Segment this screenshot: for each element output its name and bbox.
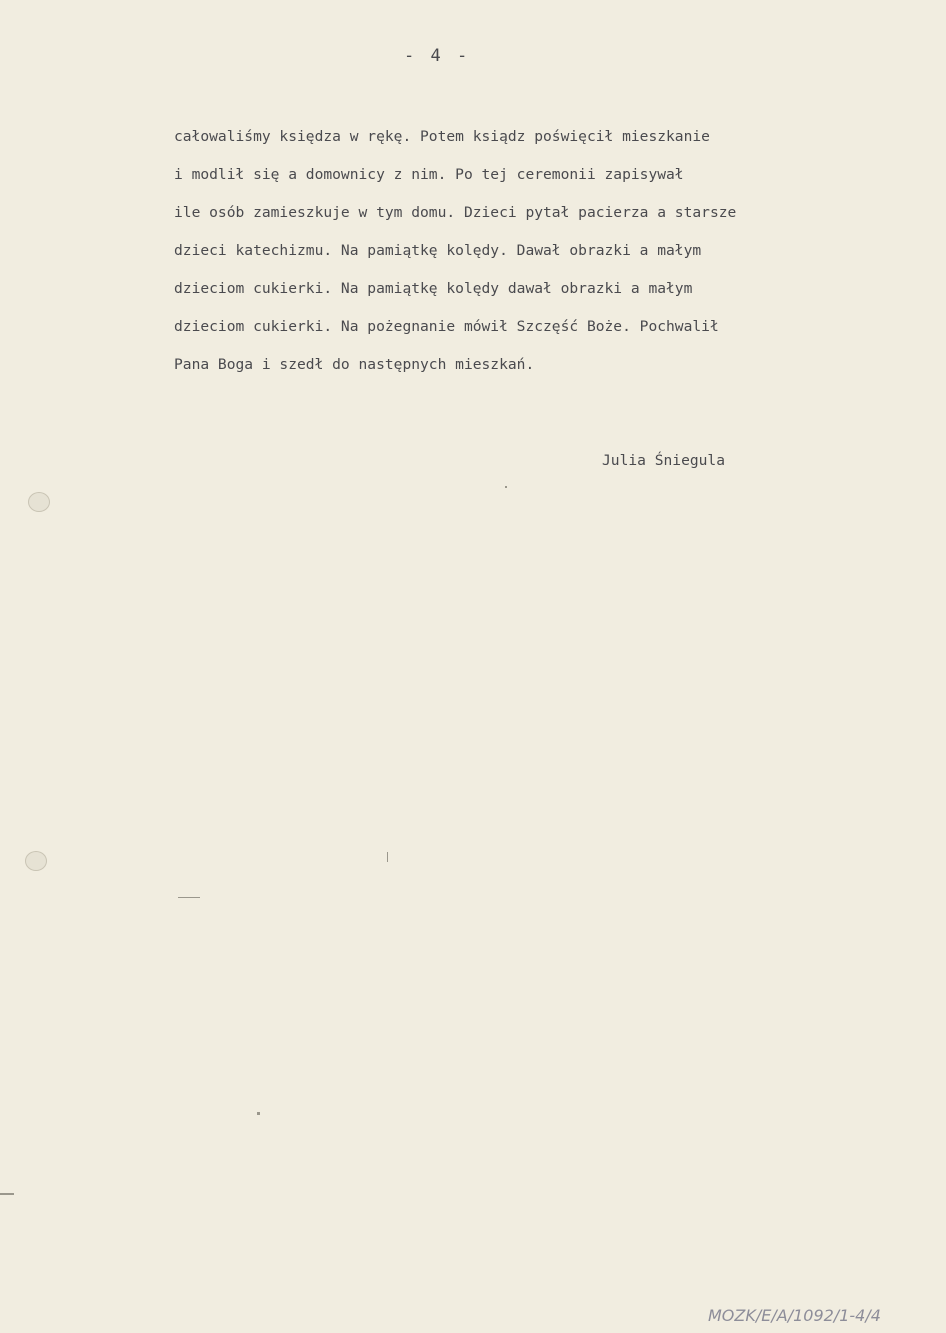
archive-reference: MOZK/E/A/1092/1-4/4 [708,1306,881,1325]
paper-speck [387,852,388,862]
text-line: i modlił się a domownicy z nim. Po tej ceremonii zapisywał [174,166,684,183]
text-line: Pana Boga i szedł do następnych mieszkań. [174,356,535,373]
paper-speck [257,1112,260,1115]
punch-hole [25,851,47,871]
text-line: dzieci katechizmu. Na pamiątkę kolędy. Dawał obrazki a małym [174,242,702,259]
paper-speck [178,897,200,898]
page-number: - 4 - [404,46,471,66]
paper-speck [505,486,507,488]
signature: Julia Śniegula [602,452,726,469]
paper-speck [0,1193,14,1195]
text-line: całowaliśmy księdza w rękę. Potem ksiądz poświęcił mieszkanie [174,128,710,145]
letter-body [174,118,914,384]
punch-hole [28,492,50,512]
text-line: dzieciom cukierki. Na pamiątkę kolędy dawał obrazki a małym [174,280,693,297]
text-line: dzieciom cukierki. Na pożegnanie mówił Szczęść Boże. Pochwalił [174,318,719,335]
text-line: ile osób zamieszkuje w tym domu. Dzieci pytał pacierza a starsze [174,204,737,221]
